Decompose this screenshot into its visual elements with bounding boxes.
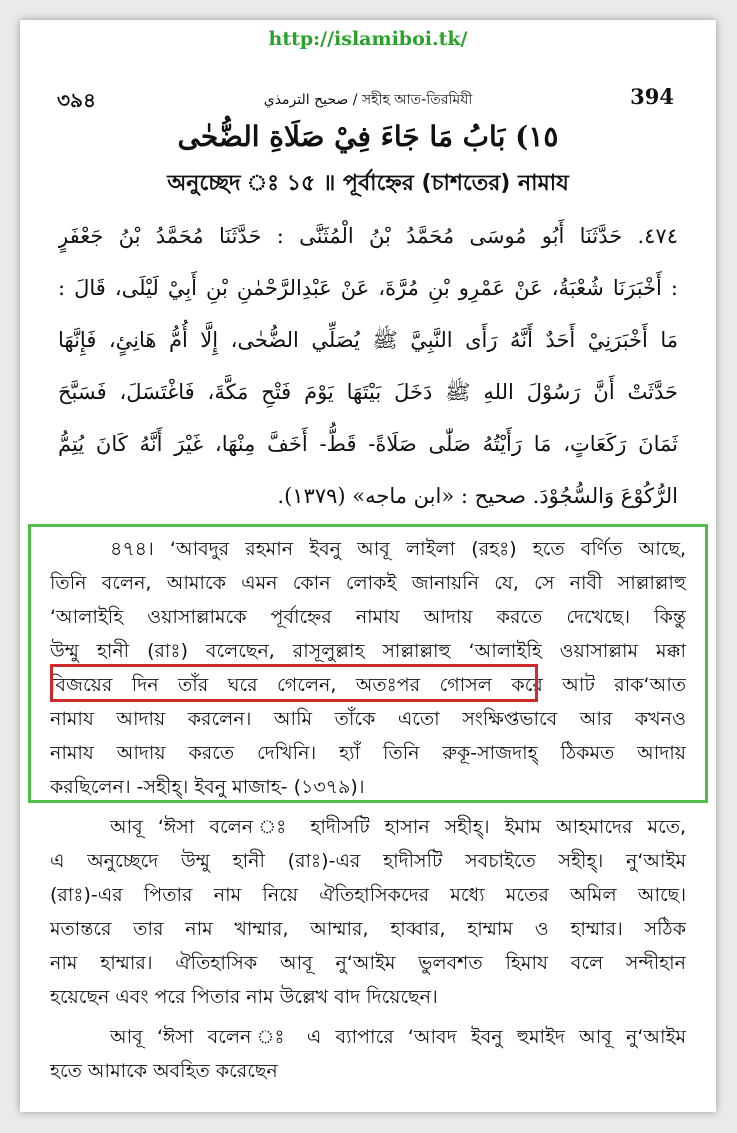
running-header: صحيح الترمذي / সহীহ আত-তিরমিযী [263,92,473,108]
arabic-line: حَدَّثَتْ أَنَّ رَسُوْلَ اللهِ ﷺ دَخَلَ بَيْتَهَا يَوْمَ فَتْحِ مَكَّةَ، فَاغْتَسَلَ، فَسَبَّحَ [58,380,678,404]
arabic-line: : أَخْبَرَنَا شُعْبَةُ، عَنْ عَمْرِو بْنِ مُرَّةَ، عَنْ عَبْدِالرَّحْمٰنِ بْنِ أَبِيْ لَيْلَى، قَالَ : [58,276,678,300]
closing-paragraph [50,1020,686,1088]
translation-line: ‘আলাইহি ওয়াসাল্লামকে পূর্বাহ্নের নামায আদায় করতে দেখেছে। কিন্তু [50,606,686,628]
commentary-line: আবূ ‘ঈসা বলেন ঃ হাদীসটি হাসান সহীহ্। ইমাম আহমাদের মতে, [110,816,686,838]
commentary-paragraph [50,810,686,1014]
translation-line: তিনি বলেন, আমাকে এমন কোন লোকই জানায়নি যে, সে নাবী সাল্লাল্লাহু [50,572,686,594]
arabic-line: الرُّكُوْعَ وَالسُّجُوْدَ. صحيح : «ابن ماجه» (١٣٧٩). [277,484,678,508]
arabic-line: ثَمَانَ رَكَعَاتٍ، مَا رَأَيْتُهُ صَلّٰى صَلَاةً- قَطُّ- أَخَفَّ مِنْهَا، غَيْرَ أَنَّهُ كَانَ يُتِمُّ [58,432,678,456]
phrase-highlight-box [50,664,538,702]
arabic-line: مَا أَخْبَرَنِيْ أَحَدٌ أَنَّهُ رَأَى النَّبِيَّ ﷺ يُصَلِّي الضُّحٰى، إِلَّا أُمُّ هَانِئٍ، فَإِنَّهَا [58,328,678,352]
translation-line: নামায আদায় করলেন। আমি তাঁকে এতো সংক্ষিপ্তভাবে আর কখনও [50,708,686,730]
book-page [20,20,716,1112]
arabic-line: ٤٧٤. حَدَّثَنَا أَبُو مُوسَى مُحَمَّدُ بْنُ الْمُثَنَّى : حَدَّثَنَا مُحَمَّدُ بْنُ جَعْفَرٍ [58,224,678,248]
commentary-line: এ অনুচ্ছেদে উম্মু হানী (রাঃ)-এর হাদীসটি সবচাইতে সহীহ্। নু‘আইম [50,850,686,872]
commentary-line: নাম হাম্মার। ঐতিহাসিক আবূ নু‘আইম ভুলবশত হিমায বলে সন্দীহান [50,952,686,974]
closing-line: আবূ ‘ঈসা বলেন ঃ এ ব্যাপারে ‘আবদ ইবনু হুমাইদ আবূ নু‘আইম [110,1026,686,1048]
translation-line: উম্মু হানী (রাঃ) বলেছেন, রাসূলুল্লাহ সাল্লাল্লাহু ‘আলাইহি ওয়াসাল্লাম মক্কা [50,640,686,662]
commentary-line: মতান্তরে তার নাম খাম্মার, আম্মার, হাব্বার, হাম্মাম ও হাম্মার। সঠিক [50,918,686,940]
translation-line: করছিলেন। -সহীহ্। ইবনু মাজাহ- (১৩৭৯)। [50,776,365,798]
translation-line: ৪৭৪। ‘আবদুর রহমান ইবনু আবূ লাইলা (রহঃ) হতে বর্ণিত আছে, [110,538,686,560]
source-url[interactable]: http://islamiboi.tk/ [268,28,468,50]
closing-line: হতে আমাকে অবহিত করেছেন [50,1060,278,1082]
commentary-line: (রাঃ)-এর পিতার নাম নিয়ে ঐতিহাসিকদের মধ্যে মতের অমিল আছে। [50,884,686,906]
chapter-title-arabic: ١٥) بَابُ مَا جَاءَ فِيْ صَلَاةِ الضُّحٰى [177,120,559,153]
commentary-line: হয়েছেন এবং পরে পিতার নাম উল্লেখ বাদ দিয়েছেন। [50,986,438,1008]
chapter-title-bengali: অনুচ্ছেদ ঃ ১৫ ॥ পূর্বাহ্নের (চাশতের) নামায [167,171,569,196]
translation-line: নামায আদায় করতে দেখিনি। হ্যাঁ তিনি রুকূ-সাজদাহ্ ঠিকমত আদায় [50,742,686,764]
page-number-bengali: ৩৯৪ [57,88,96,112]
translation-line: বিজয়ের দিন তাঁর ঘরে গেলেন, অতঃপর গোসল করে আট রাক‘আত [50,674,686,696]
hadith-arabic-text [58,210,678,522]
page-number: 394 [630,84,674,109]
